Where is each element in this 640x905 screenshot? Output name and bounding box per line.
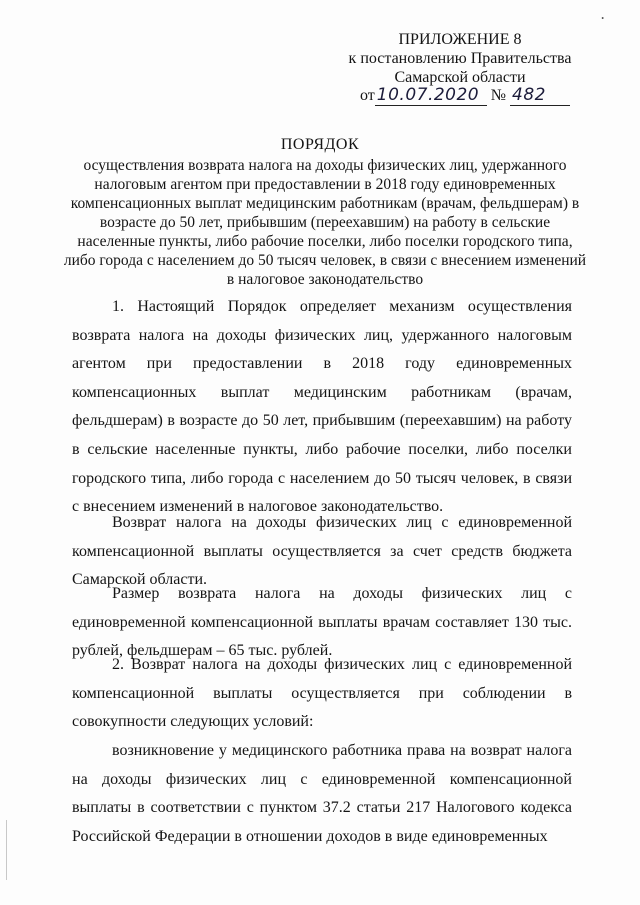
paragraph-2: Возврат налога на доходы физических лиц с единовременной компенсационной выплаты осуществляется за счет средств бюджета Самарской области. bbox=[72, 514, 572, 589]
appendix-region-line: Самарской области bbox=[394, 69, 526, 86]
number-sign: № bbox=[490, 87, 507, 104]
handwritten-date: 10.07.2020 bbox=[375, 86, 487, 106]
paragraph-4: 2. Возврат налога на доходы физических лиц с единовременной компенсационной выплаты осуществляется при соблюдении в совокупности следующих условий: bbox=[72, 656, 572, 731]
appendix-title: ПРИЛОЖЕНИЕ 8 bbox=[398, 31, 522, 48]
paragraph-3: Размер возврата налога на доходы физических лиц с единовременной компенсационной выплаты врачам составляет 130 тыс. рублей, фельдшерам – 65 тыс. рублей. bbox=[72, 585, 572, 660]
paragraph-5: возникновение у медицинского работника права на возврат налога на доходы физических лиц с единовременной компенсационной выплаты в соответствии с пунктом 37.2 статьи 217 Налогового кодекса Российской Федерации в отношении доходов в виде единовременных bbox=[72, 742, 572, 845]
paragraph-1: 1. Настоящий Порядок определяет механизм осуществления возврата налога на доходы физических лиц, удержанного налоговым агентом при предоставлении в 2018 году единовременных компенсационных выплат медицинским работникам (врачам, фельдшерам) в возрасте до 50 лет, прибывшим (переехавшим) на работу в сельские населенные пункты, либо рабочие поселки, либо поселки городского типа, либо города с населением до 50 тысяч человек, в связи с внесением изменений в налоговое законодательство. bbox=[72, 298, 572, 516]
scan-edge-line bbox=[6, 820, 7, 880]
scan-mark: • bbox=[601, 14, 604, 23]
appendix-date-line bbox=[360, 86, 580, 106]
appendix-decree-line: к постановлению Правительства bbox=[348, 50, 572, 67]
document-subtitle: осуществления возврата налога на доходы физических лиц, удержанного налоговым агентом при предоставлении в 2018 году единовременных компенсационных выплат медицинским работникам (врачам, фельдшерам) в возрасте до 50 лет, прибывшим (переехавшим) на работу в сельские населенные пункты, либо рабочие поселки, либо поселки городского типа, либо города с населением до 50 тысяч человек, в связи с внесением изменений в налоговое законодательство bbox=[63, 157, 587, 288]
handwritten-number: 482 bbox=[510, 86, 570, 106]
date-prefix: от bbox=[360, 87, 375, 104]
document-title: ПОРЯДОК bbox=[280, 136, 360, 153]
